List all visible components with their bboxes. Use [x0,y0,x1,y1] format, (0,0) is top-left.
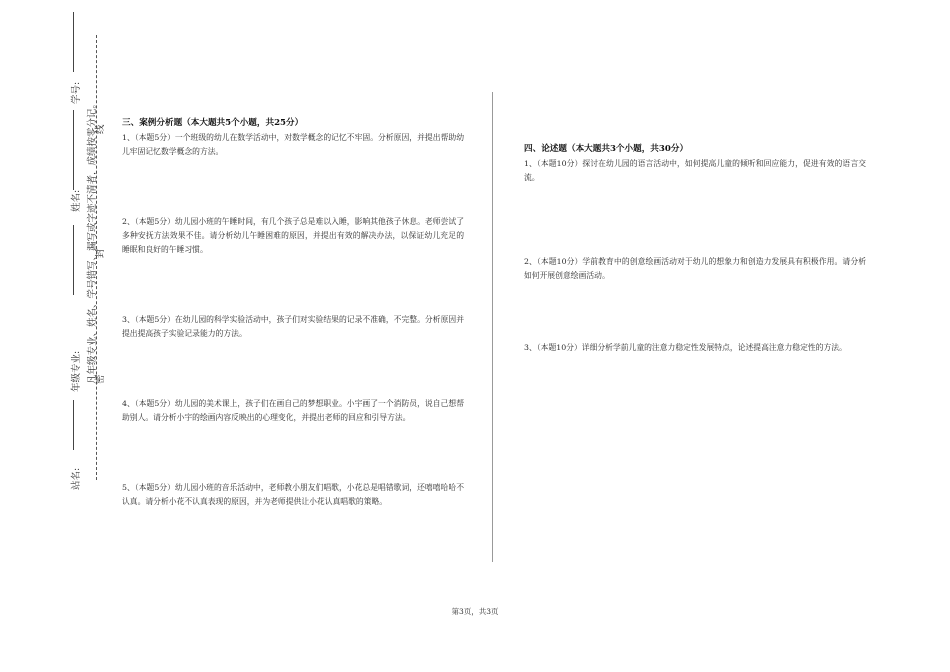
grade-major-line [73,225,74,295]
case-question-4: 4、（本题5分）幼儿园的美术课上，孩子们在画自己的梦想职业。小宇画了一个消防员，说自己想帮助别人。请分析小宇的绘画内容反映出的心理变化，并提出老师的回应和引导方法。 [122,399,464,422]
case-question-2: 2、（本题5分）幼儿园小班的午睡时间，有几个孩子总是难以入睡，影响其他孩子休息。老师尝试了多种安抚方法效果不佳。请分析幼儿午睡困难的原因，并提出有效的解决办法，以保证幼儿充足的睡眠和良好的午睡习惯。 [122,217,464,254]
section-title-essay: 四、论述题（本大题共3个小题，共30分） [524,144,689,154]
name-line [73,110,74,190]
page-number: 第3页，共3页 [451,607,499,616]
case-analysis-section [122,116,464,509]
school-label: 站名: [71,467,82,490]
seal-mark-feng: 封 [95,248,106,258]
grade-major-label: 年级专业: [71,350,82,392]
binding-margin [40,0,110,672]
name-label: 姓名: [71,189,82,212]
student-id-label: 学号: [71,81,82,104]
school-line [73,400,74,450]
case-question-1: 1、（本题5分）一个班级的幼儿在数学活动中，对数学概念的记忆不牢固。分析原因，并提出帮助幼儿牢固记忆数学概念的方法。 [122,133,464,156]
binding-notice: 凡年级专业、姓名、学号错写、漏写或字迹不清者，成绩按零分记。 [87,98,98,384]
case-question-3: 3、（本题5分）在幼儿园的科学实验活动中，孩子们对实验结果的记录不准确，不完整。分析原因并提出提高孩子实验记录能力的方法。 [122,315,464,338]
section-title-case: 三、案例分析题（本大题共5个小题，共25分） [122,118,304,128]
essay-question-1: 1、（本题10分）探讨在幼儿园的语言活动中，如何提高儿童的倾听和回应能力，促进有效的语言交流。 [524,159,866,182]
essay-question-2: 2、（本题10分）学前教育中的创意绘画活动对于幼儿的想象力和创造力发展具有积极作用。请分析如何开展创意绘画活动。 [524,257,866,280]
seal-mark-mi: 密 [95,374,106,384]
case-question-5: 5、（本题5分）幼儿园小班的音乐活动中，老师教小朋友们唱歌，小花总是唱错歌词，还嘻嘻哈哈不认真。请分析小花不认真表现的原因，并为老师提供让小花认真唱歌的策略。 [122,483,464,506]
essay-question-3: 3、（本题10分）详细分析学前儿童的注意力稳定性发展特点，论述提高注意力稳定性的方法。 [524,343,847,352]
essay-section [524,142,866,355]
column-divider [492,92,493,562]
student-id-line [73,12,74,72]
seal-mark-xian: 线 [95,124,106,134]
